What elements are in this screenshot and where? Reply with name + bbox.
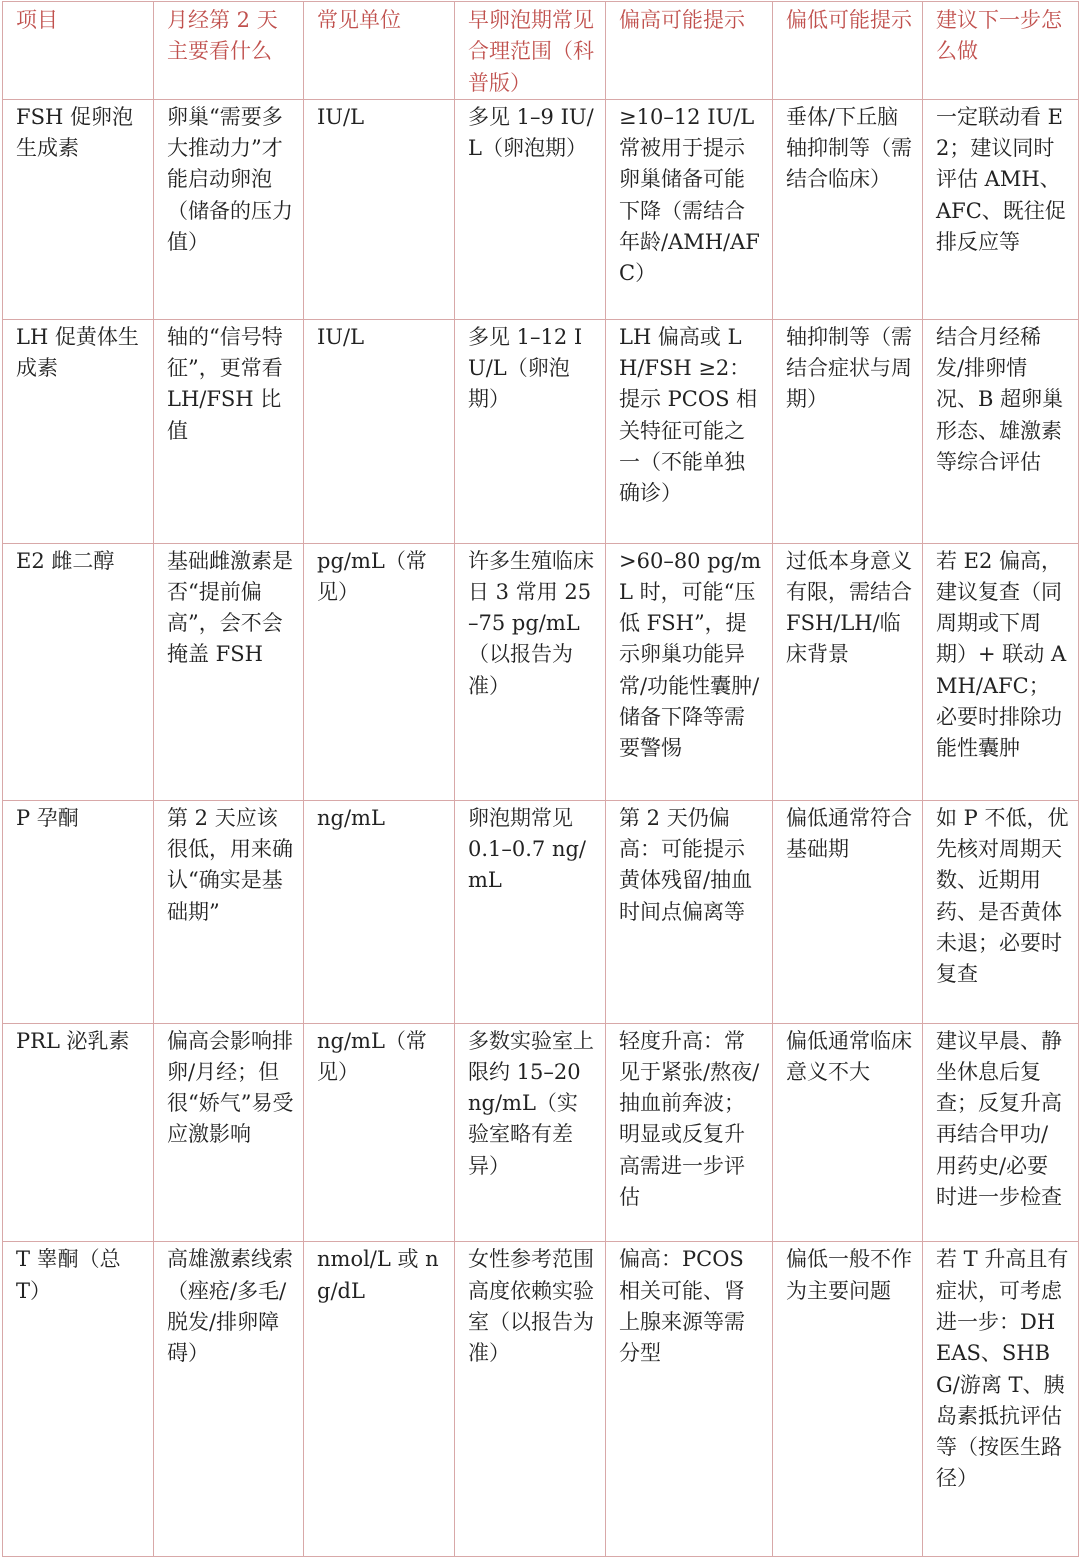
cell-unit: ng/mL [304, 800, 455, 1023]
cell-what-to-check: 第 2 天应该很低，用来确认“确实是基础期” [154, 800, 304, 1023]
cell-item: PRL 泌乳素 [3, 1023, 154, 1242]
header-next-step: 建议下一步怎么做 [923, 2, 1079, 100]
header-reference-range: 早卵泡期常见合理范围（科普版） [455, 2, 606, 100]
header-high-meaning: 偏高可能提示 [606, 2, 773, 100]
header-row [3, 2, 1079, 100]
cell-high-meaning: 轻度升高：常见于紧张/熬夜/抽血前奔波；明显或反复升高需进一步评估 [606, 1023, 773, 1242]
table-row [3, 1023, 1079, 1242]
header-what-to-check: 月经第 2 天主要看什么 [154, 2, 304, 100]
cell-reference-range: 多见 1–9 IU/L（卵泡期） [455, 99, 606, 319]
cell-item: LH 促黄体生成素 [3, 319, 154, 543]
table-row [3, 543, 1079, 800]
table-row [3, 99, 1079, 319]
cell-next-step: 如 P 不低，优先核对周期天数、近期用药、是否黄体未退；必要时复查 [923, 800, 1079, 1023]
cell-item: T 睾酮（总 T） [3, 1242, 154, 1557]
cell-unit: ng/mL（常见） [304, 1023, 455, 1242]
cell-reference-range: 多见 1–12 IU/L（卵泡期） [455, 319, 606, 543]
cell-next-step: 结合月经稀发/排卵情况、B 超卵巢形态、雄激素等综合评估 [923, 319, 1079, 543]
cell-unit: pg/mL（常见） [304, 543, 455, 800]
cell-unit: IU/L [304, 319, 455, 543]
cell-next-step: 若 E2 偏高，建议复查（同周期或下周期）+ 联动 AMH/AFC；必要时排除功能性囊肿 [923, 543, 1079, 800]
cell-low-meaning: 垂体/下丘脑轴抑制等（需结合临床） [773, 99, 923, 319]
cell-reference-range: 多数实验室上限约 15–20 ng/mL（实验室略有差异） [455, 1023, 606, 1242]
cell-item: FSH 促卵泡生成素 [3, 99, 154, 319]
cell-high-meaning: 第 2 天仍偏高：可能提示黄体残留/抽血时间点偏离等 [606, 800, 773, 1023]
cell-unit: nmol/L 或 ng/dL [304, 1242, 455, 1557]
cell-next-step: 建议早晨、静坐休息后复查；反复升高再结合甲功/用药史/必要时进一步检查 [923, 1023, 1079, 1242]
header-low-meaning: 偏低可能提示 [773, 2, 923, 100]
cell-reference-range: 女性参考范围高度依赖实验室（以报告为准） [455, 1242, 606, 1557]
cell-low-meaning: 偏低一般不作为主要问题 [773, 1242, 923, 1557]
cell-item: P 孕酮 [3, 800, 154, 1023]
cell-what-to-check: 基础雌激素是否“提前偏高”，会不会掩盖 FSH [154, 543, 304, 800]
cell-high-meaning: LH 偏高或 LH/FSH ≥2：提示 PCOS 相关特征可能之一（不能单独确诊） [606, 319, 773, 543]
cell-reference-range: 许多生殖临床日 3 常用 25–75 pg/mL（以报告为准） [455, 543, 606, 800]
cell-high-meaning: ≥10–12 IU/L 常被用于提示卵巢储备可能下降（需结合年龄/AMH/AFC） [606, 99, 773, 319]
cell-item: E2 雌二醇 [3, 543, 154, 800]
table-row [3, 319, 1079, 543]
header-unit: 常见单位 [304, 2, 455, 100]
cell-unit: IU/L [304, 99, 455, 319]
cell-next-step: 一定联动看 E2；建议同时评估 AMH、AFC、既往促排反应等 [923, 99, 1079, 319]
table-row [3, 1242, 1079, 1557]
cell-high-meaning: 偏高：PCOS 相关可能、肾上腺来源等需分型 [606, 1242, 773, 1557]
cell-what-to-check: 卵巢“需要多大推动力”才能启动卵泡（储备的压力值） [154, 99, 304, 319]
table-row [3, 800, 1079, 1023]
cell-high-meaning: >60–80 pg/mL 时，可能“压低 FSH”，提示卵巢功能异常/功能性囊肿/储备下降等需要警惕 [606, 543, 773, 800]
cell-what-to-check: 高雄激素线索（痤疮/多毛/脱发/排卵障碍） [154, 1242, 304, 1557]
cell-low-meaning: 轴抑制等（需结合症状与周期） [773, 319, 923, 543]
cell-low-meaning: 偏低通常临床意义不大 [773, 1023, 923, 1242]
cell-reference-range: 卵泡期常见 0.1–0.7 ng/mL [455, 800, 606, 1023]
cell-what-to-check: 偏高会影响排卵/月经；但很“娇气”易受应激影响 [154, 1023, 304, 1242]
cell-low-meaning: 偏低通常符合基础期 [773, 800, 923, 1023]
cell-what-to-check: 轴的“信号特征”，更常看 LH/FSH 比值 [154, 319, 304, 543]
hormone-reference-table [2, 1, 1079, 1557]
cell-next-step: 若 T 升高且有症状，可考虑进一步：DHEAS、SHBG/游离 T、胰岛素抵抗评估等（按医生路径） [923, 1242, 1079, 1557]
table-header [3, 2, 1079, 100]
header-item: 项目 [3, 2, 154, 100]
cell-low-meaning: 过低本身意义有限，需结合 FSH/LH/临床背景 [773, 543, 923, 800]
